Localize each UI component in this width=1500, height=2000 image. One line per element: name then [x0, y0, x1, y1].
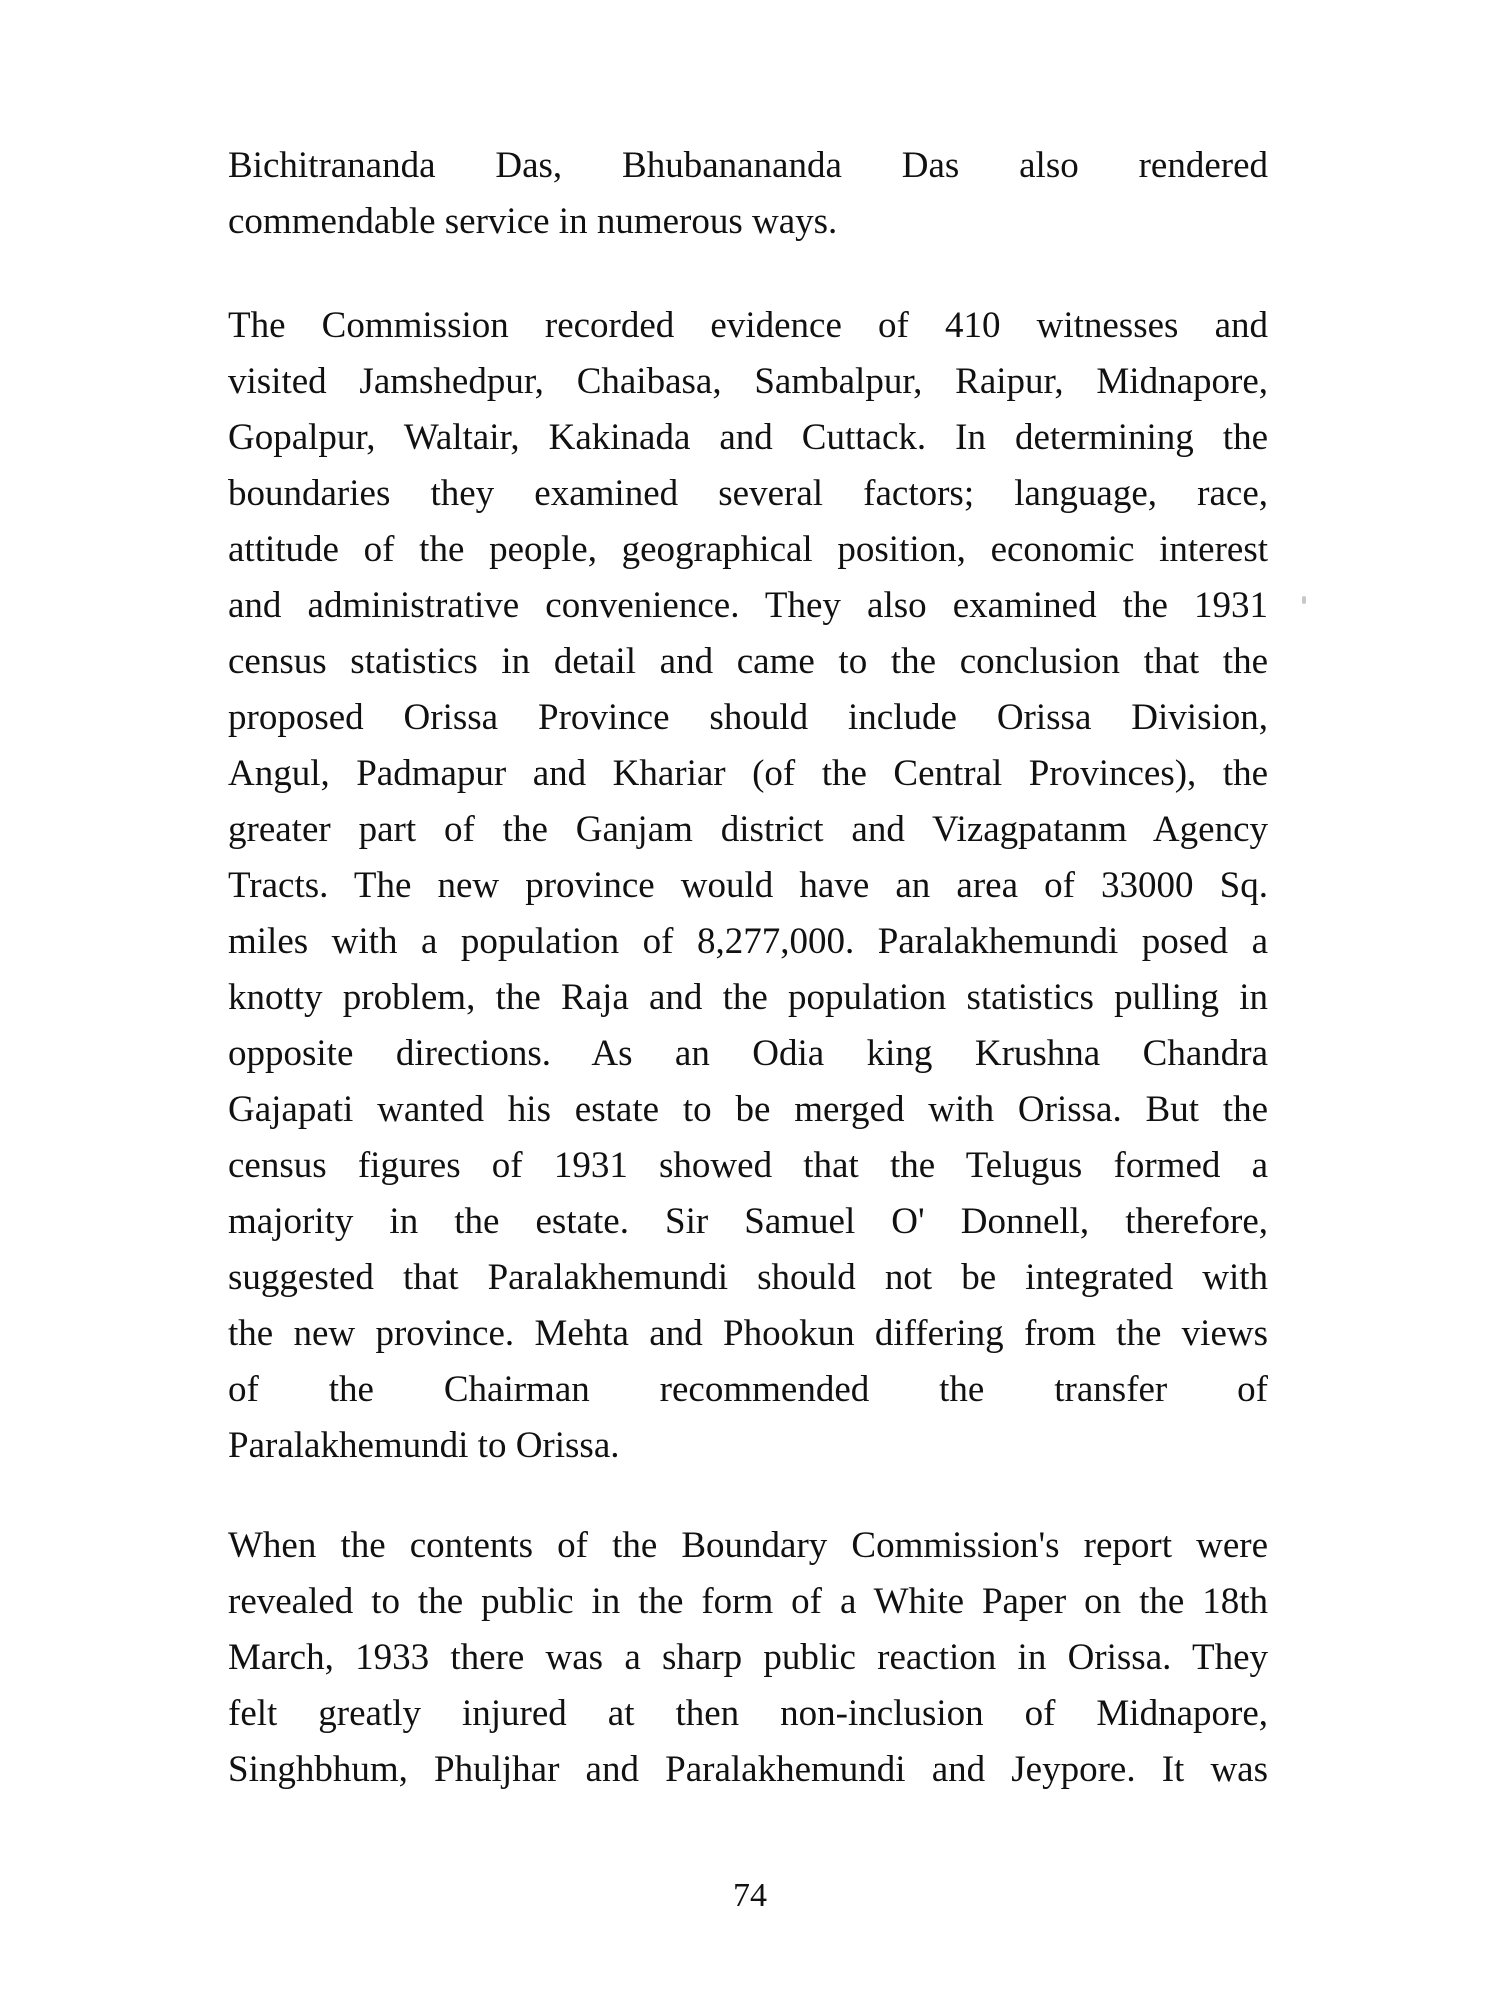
text-line: felt greatly injured at then non-inclusion of Midnapore, — [228, 1693, 1268, 1734]
text-line: suggested that Paralakhemundi should not be integrated with — [228, 1257, 1268, 1298]
scan-speck — [1302, 596, 1306, 604]
text-line: miles with a population of 8,277,000. Paralakhemundi posed a — [228, 921, 1268, 962]
text-line: Singhbhum, Phuljhar and Paralakhemundi and Jeypore. It was — [228, 1749, 1268, 1790]
text-line: Bichitrananda Das, Bhubanananda Das also rendered — [228, 145, 1268, 186]
paragraph-3 — [228, 1518, 1268, 1798]
text-line: Paralakhemundi to Orissa. — [228, 1425, 620, 1466]
text-line: The Commission recorded evidence of 410 witnesses and — [228, 305, 1268, 346]
text-line: Gopalpur, Waltair, Kakinada and Cuttack. In determining the — [228, 417, 1268, 458]
text-line: census statistics in detail and came to the conclusion that the — [228, 641, 1268, 682]
text-line: boundaries they examined several factors; language, race, — [228, 473, 1268, 514]
text-line: Angul, Padmapur and Khariar (of the Central Provinces), the — [228, 753, 1268, 794]
page-number: 74 — [733, 1877, 767, 1914]
text-line: and administrative convenience. They also examined the 1931 — [228, 585, 1268, 626]
text-line: of the Chairman recommended the transfer of — [228, 1369, 1268, 1410]
text-line: greater part of the Ganjam district and Vizagpatanm Agency — [228, 809, 1268, 850]
text-line: Gajapati wanted his estate to be merged with Orissa. But the — [228, 1089, 1268, 1130]
text-line: When the contents of the Boundary Commission's report were — [228, 1525, 1268, 1566]
text-line: attitude of the people, geographical position, economic interest — [228, 529, 1268, 570]
text-line: opposite directions. As an Odia king Krushna Chandra — [228, 1033, 1268, 1074]
text-line: the new province. Mehta and Phookun differing from the views — [228, 1313, 1268, 1354]
text-line: proposed Orissa Province should include Orissa Division, — [228, 697, 1268, 738]
text-line: commendable service in numerous ways. — [228, 201, 838, 242]
paragraph-2 — [228, 298, 1268, 1474]
text-line: knotty problem, the Raja and the population statistics pulling in — [228, 977, 1268, 1018]
paragraph-1 — [228, 138, 1268, 250]
text-line: March, 1933 there was a sharp public reaction in Orissa. They — [228, 1637, 1268, 1678]
text-line: revealed to the public in the form of a White Paper on the 18th — [228, 1581, 1268, 1622]
text-line: census figures of 1931 showed that the Telugus formed a — [228, 1145, 1268, 1186]
text-line: visited Jamshedpur, Chaibasa, Sambalpur, Raipur, Midnapore, — [228, 361, 1268, 402]
text-line: majority in the estate. Sir Samuel O' Donnell, therefore, — [228, 1201, 1268, 1242]
text-line: Tracts. The new province would have an area of 33000 Sq. — [228, 865, 1268, 906]
